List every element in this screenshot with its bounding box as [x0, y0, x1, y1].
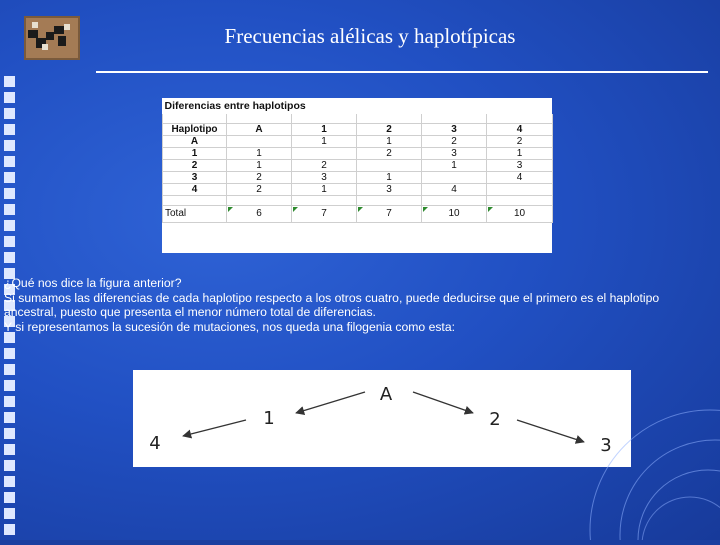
error-marker-icon: [358, 207, 363, 212]
table-cell: [292, 148, 357, 160]
decorative-square: [4, 108, 15, 119]
table-caption: Diferencias entre haplotipos: [164, 100, 306, 112]
decorative-square: [4, 492, 15, 503]
slide-title: Frecuencias alélicas y haplotípicas: [224, 24, 516, 48]
table-cell: 1: [292, 136, 357, 148]
decorative-square-strip: [0, 0, 22, 540]
table-cell: 2: [292, 160, 357, 172]
decorative-square: [4, 172, 15, 183]
node-4: 4: [149, 433, 161, 454]
decorative-square: [4, 252, 15, 263]
table-cell: [227, 136, 292, 148]
decorative-square: [4, 92, 15, 103]
table-cell: 2: [227, 184, 292, 196]
decorative-square: [4, 236, 15, 247]
table-cell: [487, 184, 553, 196]
node-a: A: [379, 384, 393, 405]
node-2: 2: [489, 409, 501, 430]
decorative-square: [4, 204, 15, 215]
table-cell: 4: [487, 172, 553, 184]
header-cell: 2: [357, 124, 422, 136]
table-cell: 4: [422, 184, 487, 196]
answer-text: Si sumamos las diferencias de cada haplotipo respecto a los otros cuatro, puede deducirse que el primero es el haplotipo ancestral, puesto que presenta el menor número total de diferencias.: [4, 290, 660, 319]
table-cell: 1: [357, 172, 422, 184]
body-text: [4, 276, 704, 334]
table-cell: 2: [357, 148, 422, 160]
decorative-square: [4, 156, 15, 167]
row-label: 4: [163, 184, 227, 196]
title-underline: [96, 71, 708, 73]
table-cell: 2: [422, 136, 487, 148]
node-1: 1: [263, 408, 275, 429]
table-cell: 1: [422, 160, 487, 172]
decorative-square: [4, 220, 15, 231]
total-cell: 6: [227, 206, 292, 223]
decorative-square: [4, 508, 15, 519]
table-cell: 3: [487, 160, 553, 172]
table-cell: 2: [227, 172, 292, 184]
decorative-square: [4, 364, 15, 375]
table-cell: 3: [292, 172, 357, 184]
header-cell: Haplotipo: [163, 124, 227, 136]
table-cell: [422, 172, 487, 184]
row-label: 2: [163, 160, 227, 172]
decorative-square: [4, 412, 15, 423]
decorative-rings: [540, 380, 720, 540]
differences-table-image: [162, 98, 552, 253]
node-3: 3: [600, 435, 612, 456]
decorative-square: [4, 124, 15, 135]
decorative-square: [4, 76, 15, 87]
table-header-row: [163, 124, 553, 136]
table-row: [163, 136, 553, 148]
table-cell: 2: [487, 136, 553, 148]
edge-a-2: [413, 392, 473, 413]
row-label: 1: [163, 148, 227, 160]
decorative-square: [4, 460, 15, 471]
table-row: [163, 160, 553, 172]
question-text: ¿Qué nos dice la figura anterior?: [4, 276, 182, 290]
decorative-square: [4, 444, 15, 455]
table-cell: 3: [357, 184, 422, 196]
decorative-square: [4, 428, 15, 439]
decorative-square: [4, 380, 15, 391]
error-marker-icon: [228, 207, 233, 212]
table-total-row: [163, 206, 553, 223]
table-row: [163, 184, 553, 196]
table-row: [163, 172, 553, 184]
header-cell: 3: [422, 124, 487, 136]
table-cell: [357, 160, 422, 172]
total-cell: 10: [487, 206, 553, 223]
total-cell: 7: [357, 206, 422, 223]
edge-1-4: [183, 420, 246, 436]
error-marker-icon: [423, 207, 428, 212]
total-cell: 7: [292, 206, 357, 223]
decorative-square: [4, 524, 15, 535]
total-cell: 10: [422, 206, 487, 223]
table-cell: 1: [227, 160, 292, 172]
decorative-square: [4, 140, 15, 151]
header-cell: 1: [292, 124, 357, 136]
decorative-square: [4, 396, 15, 407]
logo: [24, 16, 80, 60]
error-marker-icon: [293, 207, 298, 212]
header-cell: 4: [487, 124, 553, 136]
row-label: 3: [163, 172, 227, 184]
row-label: A: [163, 136, 227, 148]
decorative-square: [4, 348, 15, 359]
differences-table: [162, 98, 553, 223]
table-cell: 1: [292, 184, 357, 196]
phylogeny-intro-text: Y si representamos la sucesión de mutaciones, nos queda una filogenia como esta:: [4, 319, 455, 334]
decorative-square: [4, 188, 15, 199]
table-cell: 1: [227, 148, 292, 160]
edge-a-1: [296, 392, 365, 413]
table-cell: 1: [357, 136, 422, 148]
total-label: Total: [163, 206, 227, 223]
decorative-square: [4, 476, 15, 487]
table-cell: 1: [487, 148, 553, 160]
table-row: [163, 148, 553, 160]
error-marker-icon: [488, 207, 493, 212]
table-cell: 3: [422, 148, 487, 160]
header-cell: A: [227, 124, 292, 136]
